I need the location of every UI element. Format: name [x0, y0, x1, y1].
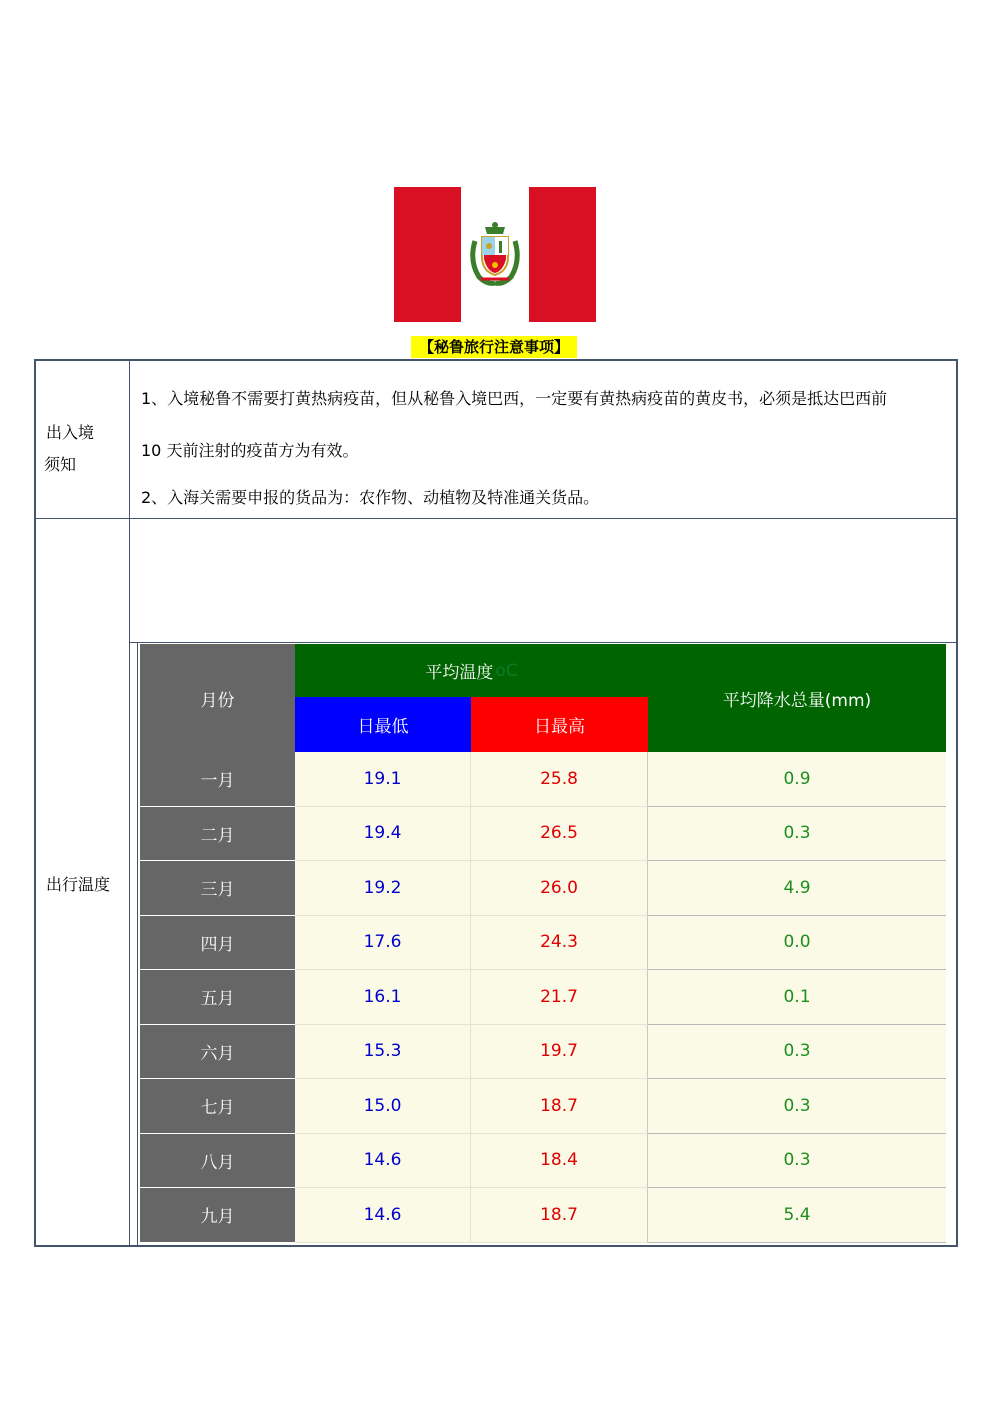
low-temp-cell: 16.1 [295, 970, 471, 1025]
month-cell: 八月 [140, 1134, 295, 1189]
entry-label-line2: 须知 [44, 455, 77, 474]
month-cell: 三月 [140, 861, 295, 916]
low-temp-cell: 19.4 [295, 807, 471, 862]
entry-note-line2: 10 天前注射的疫苗方为有效。 [141, 441, 359, 460]
high-temp-cell: 18.7 [471, 1079, 648, 1134]
rainfall-cell: 0.3 [648, 1134, 946, 1189]
header-rain [648, 644, 946, 752]
column-divider [129, 359, 130, 1247]
rainfall-cell: 0.0 [648, 916, 946, 971]
table-row [140, 1188, 946, 1243]
entry-note-line1: 1、入境秘鲁不需要打黄热病疫苗，但从秘鲁入境巴西，一定要有黄热病疫苗的黄皮书，必须是抵达巴西前 [141, 389, 888, 408]
table-row [140, 1025, 946, 1080]
rainfall-cell: 0.3 [648, 1025, 946, 1080]
low-temp-cell: 14.6 [295, 1134, 471, 1189]
rainfall-cell: 5.4 [648, 1188, 946, 1243]
table-row [140, 807, 946, 862]
high-temp-cell: 24.3 [471, 916, 648, 971]
low-temp-cell: 19.2 [295, 861, 471, 916]
high-temp-cell: 18.4 [471, 1134, 648, 1189]
entry-label-line1: 出入境 [46, 423, 95, 442]
high-temp-cell: 21.7 [471, 970, 648, 1025]
climate-label: 出行温度 [46, 875, 111, 894]
page-title: 【秘鲁旅行注意事项】 [411, 336, 577, 358]
flag-band-right [529, 187, 596, 322]
low-temp-cell: 19.1 [295, 752, 471, 807]
flag-band-left [394, 187, 461, 322]
low-temp-cell: 14.6 [295, 1188, 471, 1243]
month-cell: 二月 [140, 807, 295, 862]
coat-of-arms-icon [465, 221, 525, 287]
high-temp-cell: 25.8 [471, 752, 648, 807]
header-avg-temp-label: 平均温度 [425, 663, 494, 683]
month-cell: 五月 [140, 970, 295, 1025]
table-row [140, 1134, 946, 1189]
low-temp-cell: 15.3 [295, 1025, 471, 1080]
month-cell: 九月 [140, 1188, 295, 1243]
header-low-label: 日最低 [357, 717, 409, 737]
rainfall-cell: 4.9 [648, 861, 946, 916]
month-cell: 一月 [140, 752, 295, 807]
table-row [140, 861, 946, 916]
high-temp-cell: 19.7 [471, 1025, 648, 1080]
table-row [140, 752, 946, 807]
month-cell: 七月 [140, 1079, 295, 1134]
rainfall-cell: 0.1 [648, 970, 946, 1025]
table-row [140, 970, 946, 1025]
inner-border [137, 643, 138, 1247]
row-divider [34, 518, 958, 519]
table-row [140, 916, 946, 971]
header-month [140, 644, 295, 752]
header-high [471, 697, 648, 752]
month-cell: 六月 [140, 1025, 295, 1080]
header-temp-unit: oC [495, 660, 518, 681]
peru-flag-icon [394, 187, 596, 322]
high-temp-cell: 26.0 [471, 861, 648, 916]
high-temp-cell: 18.7 [471, 1188, 648, 1243]
header-avg-temp [295, 644, 648, 697]
rainfall-cell: 0.9 [648, 752, 946, 807]
low-temp-cell: 17.6 [295, 916, 471, 971]
cell-divider [130, 642, 958, 643]
month-cell: 四月 [140, 916, 295, 971]
rainfall-cell: 0.3 [648, 807, 946, 862]
header-high-label: 日最高 [534, 717, 585, 737]
header-month-label: 月份 [200, 690, 235, 711]
entry-note-line3: 2、入海关需要申报的货品为：农作物、动植物及特准通关货品。 [141, 488, 600, 507]
rainfall-cell: 0.3 [648, 1079, 946, 1134]
climate-table [140, 644, 946, 1246]
header-low [295, 697, 471, 752]
header-rain-label: 平均降水总量(mm) [722, 690, 872, 711]
low-temp-cell: 15.0 [295, 1079, 471, 1134]
high-temp-cell: 26.5 [471, 807, 648, 862]
flag-band-center [461, 187, 529, 322]
table-row [140, 1079, 946, 1134]
